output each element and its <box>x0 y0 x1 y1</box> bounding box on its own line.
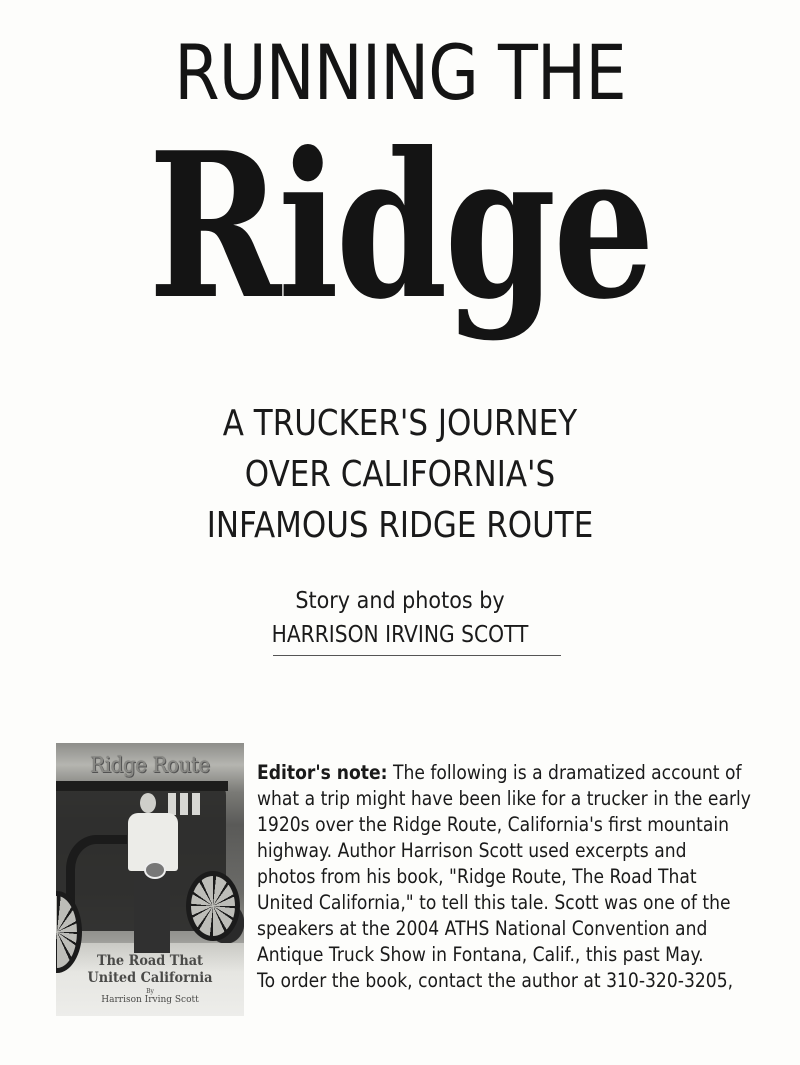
deck-line: A TRUCKER'S JOURNEY <box>222 403 578 444</box>
article-deck <box>56 398 744 551</box>
book-cover-author: Harrison Irving Scott <box>101 995 199 1005</box>
man-figure-pants <box>134 869 170 953</box>
note-line: photos from his book, "Ridge Route, The Road That <box>257 865 697 888</box>
book-cover-subtitle-line: United California <box>87 970 213 986</box>
car-window-shape <box>192 793 200 815</box>
byline-label: Story and photos by <box>295 588 505 614</box>
note-line: Antique Truck Show in Fontana, Calif., this past May. <box>257 943 704 966</box>
note-line <box>257 760 750 786</box>
note-line: what a trip might have been like for a trucker in the early <box>257 787 751 810</box>
hat-shape <box>144 861 166 879</box>
note-line: To order the book, contact the author at 310-320-3205, <box>257 969 734 992</box>
car-window-shape <box>168 793 176 815</box>
car-roof-shape <box>56 781 228 791</box>
front-wheel-shape <box>186 871 240 941</box>
editors-note <box>257 760 750 994</box>
note-line-text: The following is a dramatized account of <box>387 761 742 784</box>
article-headline: Ridge <box>148 109 652 344</box>
note-line: 1920s over the Ridge Route, California's first mountain <box>257 813 730 836</box>
deck-line: INFAMOUS RIDGE ROUTE <box>206 505 594 546</box>
book-cover-subtitle-line: The Road That <box>96 953 204 969</box>
note-line: speakers at the 2004 ATHS National Convention and <box>257 917 708 940</box>
editors-note-lead: Editor's note: <box>257 761 388 784</box>
book-cover-title: Ridge Route <box>90 753 210 777</box>
man-figure-head <box>140 793 156 813</box>
book-cover-subtitle <box>64 953 237 987</box>
article-kicker: RUNNING THE <box>174 28 626 117</box>
note-line: United California," to tell this tale. Scott was one of the <box>257 891 731 914</box>
car-window-shape <box>180 793 188 815</box>
deck-line: OVER CALIFORNIA'S <box>244 454 556 495</box>
book-cover-by: By <box>146 988 154 995</box>
byline-author: HARRISON IRVING SCOTT <box>271 622 529 648</box>
note-line: highway. Author Harrison Scott used excerpts and <box>257 839 687 862</box>
car-fender-shape <box>66 835 127 904</box>
byline-divider <box>273 655 561 656</box>
book-cover-image <box>56 743 244 1016</box>
